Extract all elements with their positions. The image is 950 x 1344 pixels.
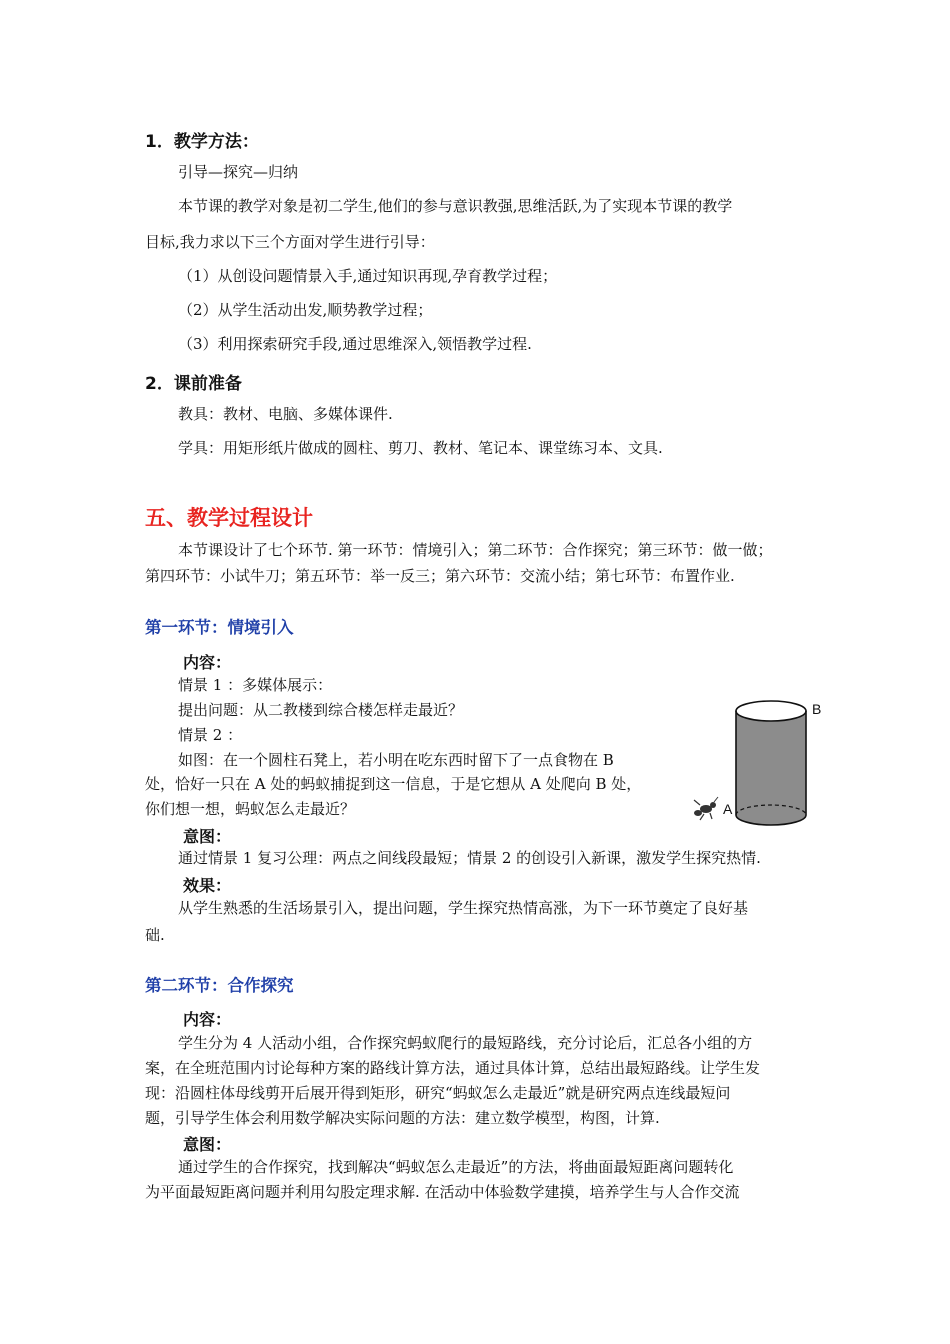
method-item: （2）从学生活动出发,顺势教学过程；	[178, 301, 433, 319]
stage2-intent-label: 意图：	[183, 1135, 232, 1154]
teaching-method: 引导—探究—归纳	[178, 163, 299, 181]
stage1-line: 情景 2 ：	[178, 726, 243, 744]
method-item: （3）利用探索研究手段,通过思维深入,领悟教学过程.	[178, 335, 532, 353]
section1-heading: 1．教学方法：	[145, 132, 259, 152]
stage1-line: 情景 1 ：多媒体展示：	[178, 676, 333, 694]
stage1-line: 如图：在一个圆柱石凳上，若小明在吃东西时留下了一点食物在 B	[178, 751, 614, 769]
stage1-line: 你们想一想，蚂蚁怎么走最近？	[145, 800, 356, 818]
stage2-content-line: 案，在全班范围内讨论每种方案的路线计算方法，通过具体计算，总结出最短路线。让学生发	[145, 1059, 761, 1077]
stage1-effect-line: 础.	[145, 926, 165, 944]
stage1-intent-label: 意图：	[183, 827, 232, 846]
part5-intro-line: 本节课设计了七个环节. 第一环节：情境引入；第二环节：合作探究；第三环节：做一做；	[178, 541, 773, 559]
ant-icon	[694, 797, 718, 820]
stage2-content-line: 题，引导学生体会利用数学解决实际问题的方法：建立数学模型，构图，计算.	[145, 1109, 660, 1127]
cylinder-diagram	[688, 693, 828, 833]
stage1-title: 第一环节：情境引入	[145, 618, 294, 637]
part5-intro-line: 第四环节：小试牛刀；第五环节：举一反三；第六环节：交流小结；第七环节：布置作业.	[145, 567, 735, 585]
stage2-intent-line: 通过学生的合作探究，找到解决“蚂蚁怎么走最近”的方法，将曲面最短距离问题转化	[178, 1158, 734, 1176]
section2-heading: 2．课前准备	[145, 374, 242, 394]
stage2-content-label: 内容：	[183, 1010, 232, 1029]
stage1-effect-label: 效果：	[183, 876, 232, 895]
student-tools: 学具：用矩形纸片做成的圆柱、剪刀、教材、笔记本、课堂练习本、文具.	[178, 439, 663, 457]
part5-title: 五、教学过程设计	[145, 506, 313, 530]
cylinder-figure	[688, 693, 828, 833]
stage1-intent-text: 通过情景 1 复习公理：两点之间线段最短；情景 2 的创设引入新课，激发学生探究热情.	[178, 849, 761, 867]
stage1-line: 提出问题：从二教楼到综合楼怎样走最近？	[178, 701, 464, 719]
teacher-tools: 教具：教材、电脑、多媒体课件.	[178, 405, 393, 423]
point-a-label: A	[723, 801, 733, 817]
method-paragraph-line: 本节课的教学对象是初二学生,他们的参与意识教强,思维活跃,为了实现本节课的教学	[178, 197, 733, 215]
stage1-line: 处，恰好一只在 A 处的蚂蚁捕捉到这一信息，于是它想从 A 处爬向 B 处，	[145, 775, 642, 793]
stage2-title: 第二环节：合作探究	[145, 976, 294, 995]
point-b-label: B	[812, 701, 822, 717]
stage2-content-line: 现：沿圆柱体母线剪开后展开得到矩形，研究“蚂蚁怎么走最近”就是研究两点连线最短问	[145, 1084, 731, 1102]
stage1-effect-line: 从学生熟悉的生活场景引入，提出问题，学生探究热情高涨，为下一环节奠定了良好基	[178, 899, 749, 917]
stage2-content-line: 学生分为 4 人活动小组，合作探究蚂蚁爬行的最短路线，充分讨论后，汇总各小组的方	[178, 1034, 753, 1052]
method-item: （1）从创设问题情景入手,通过知识再现,孕育教学过程；	[178, 267, 558, 285]
stage2-intent-line: 为平面最短距离问题并利用勾股定理求解. 在活动中体验数学建摸，培养学生与人合作交流	[145, 1183, 740, 1201]
stage1-content-label: 内容：	[183, 653, 232, 672]
method-paragraph-line: 目标,我力求以下三个方面对学生进行引导：	[145, 233, 435, 251]
